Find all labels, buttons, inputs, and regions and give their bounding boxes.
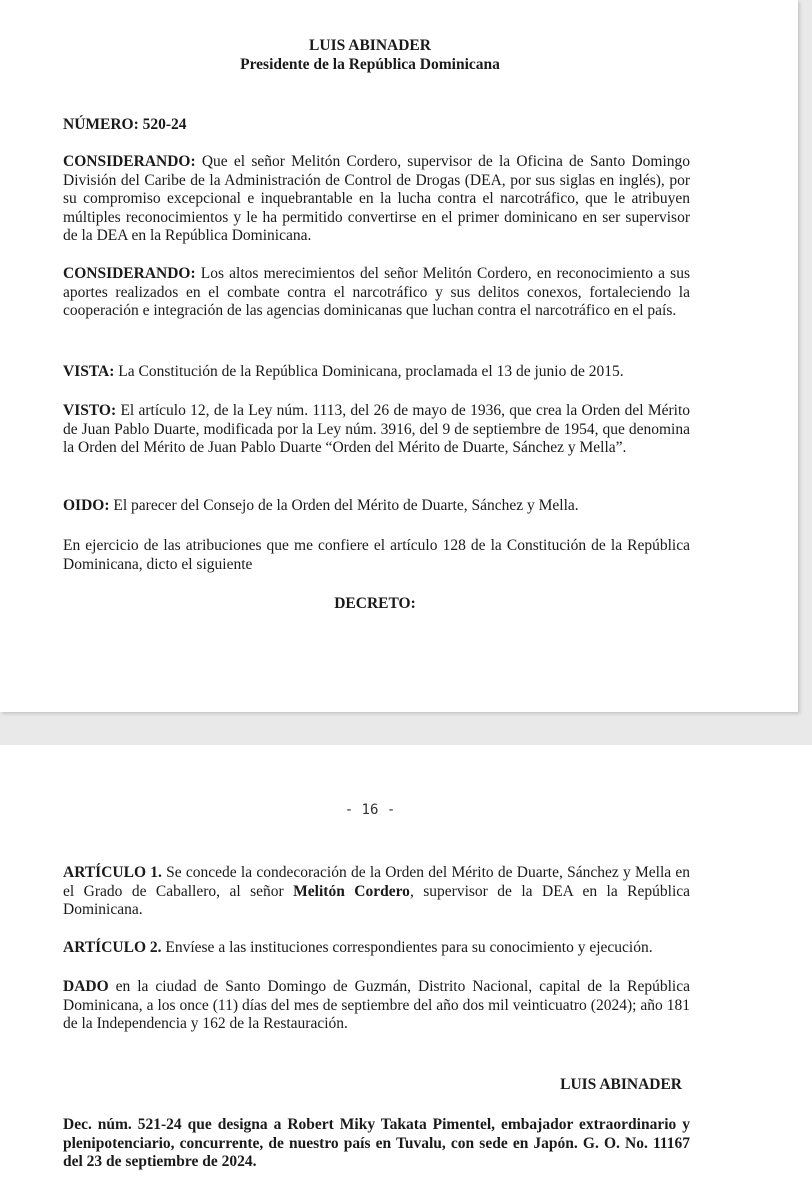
decree-number: NÚMERO: 520-24 bbox=[63, 116, 187, 133]
considerando-2-label: CONSIDERANDO: bbox=[63, 265, 196, 282]
oido-text: El parecer del Consejo de la Orden del Mérito de Duarte, Sánchez y Mella. bbox=[113, 497, 579, 514]
considerando-1-text: Que el señor Melitón Cordero, supervisor de la Oficina de Santo Domingo División del Caribe de la Administración de Control de Drogas (DEA, por sus siglas en inglés), por su compromiso excepcional e inquebrantable en la lucha contra el narcotráfico, que le atribuyen múltiples reconocimientos y le ha permitido convertirse en el primer dominicano en ser supervisor de la DEA en la República Dominicana. bbox=[63, 153, 690, 244]
signature-name: LUIS ABINADER bbox=[560, 1076, 682, 1093]
articulo-1-label: ARTÍCULO 1. bbox=[63, 864, 162, 881]
oido-paragraph bbox=[63, 497, 690, 516]
considerando-2 bbox=[63, 265, 690, 321]
articulo-2-text: Envíese a las instituciones correspondientes para su conocimiento y ejecución. bbox=[165, 939, 653, 956]
articulo-2-label: ARTÍCULO 2. bbox=[63, 939, 162, 956]
vista-paragraph bbox=[63, 363, 690, 382]
articulo-1 bbox=[63, 864, 690, 920]
oido-label: OIDO: bbox=[63, 497, 110, 514]
articulo-2 bbox=[63, 939, 690, 958]
considerando-2-text: Los altos merecimientos del señor Melitón Cordero, en reconocimiento a sus aportes realizados en el combate contra el narcotráfico y sus delitos conexos, fortaleciendo la cooperación e integración de las agencias dominicanas que luchan contra el narcotráfico en el país. bbox=[63, 265, 690, 319]
decreto-heading: DECRETO: bbox=[334, 595, 416, 612]
considerando-1 bbox=[63, 153, 690, 246]
visto-label: VISTO: bbox=[63, 402, 117, 419]
vista-label: VISTA: bbox=[63, 363, 115, 380]
decree-note: Dec. núm. 521-24 que designa a Robert Miky Takata Pimentel, embajador extraordinario y plenipotenciario, concurrente, de nuestro país en Tuvalu, con sede en Japón. G. O. No. 11167 del 23 de septiembre de 2024. bbox=[63, 1116, 690, 1170]
considerando-1-label: CONSIDERANDO: bbox=[63, 153, 196, 170]
dado-text: en la ciudad de Santo Domingo de Guzmán, Distrito Nacional, capital de la República Dominicana, a los once (11) días del mes de septiembre del año dos mil veinticuatro (2024); año 181 de la Independencia y 162 de la Restauración. bbox=[63, 978, 690, 1032]
dado-label: DADO bbox=[63, 978, 109, 995]
articulo-1-honoree: Melitón Cordero bbox=[293, 882, 410, 900]
page-number: - 16 - bbox=[344, 802, 396, 818]
vista-text: La Constitución de la República Dominicana, proclamada el 13 de junio de 2015. bbox=[118, 363, 624, 380]
articulo-1-text-a: Se concede la condecoración de la Orden del Mérito de Duarte, Sánchez y Mella en el Grado de Caballero, al señor bbox=[63, 864, 691, 900]
president-title: Presidente de la República Dominicana bbox=[240, 56, 500, 73]
articulo-1-text-b: , supervisor de la DEA en la República Dominicana. bbox=[63, 882, 691, 918]
visto-paragraph bbox=[63, 402, 690, 458]
document-page-2 bbox=[0, 745, 812, 1200]
dado-paragraph bbox=[63, 978, 690, 1034]
ejercicio-paragraph: En ejercicio de las atribuciones que me confiere el artículo 128 de la Constitución de la República Dominicana, dicto el siguiente bbox=[63, 537, 690, 573]
visto-text: El artículo 12, de la Ley núm. 1113, del 26 de mayo de 1936, que crea la Orden del Mérito de Juan Pablo Duarte, modificada por la Ley núm. 3916, del 9 de septiembre de 1954, que denomina la Orden del Mérito de Juan Pablo Duarte “Orden del Mérito de Duarte, Sánchez y Mella”. bbox=[63, 402, 691, 456]
president-name: LUIS ABINADER bbox=[309, 37, 431, 54]
